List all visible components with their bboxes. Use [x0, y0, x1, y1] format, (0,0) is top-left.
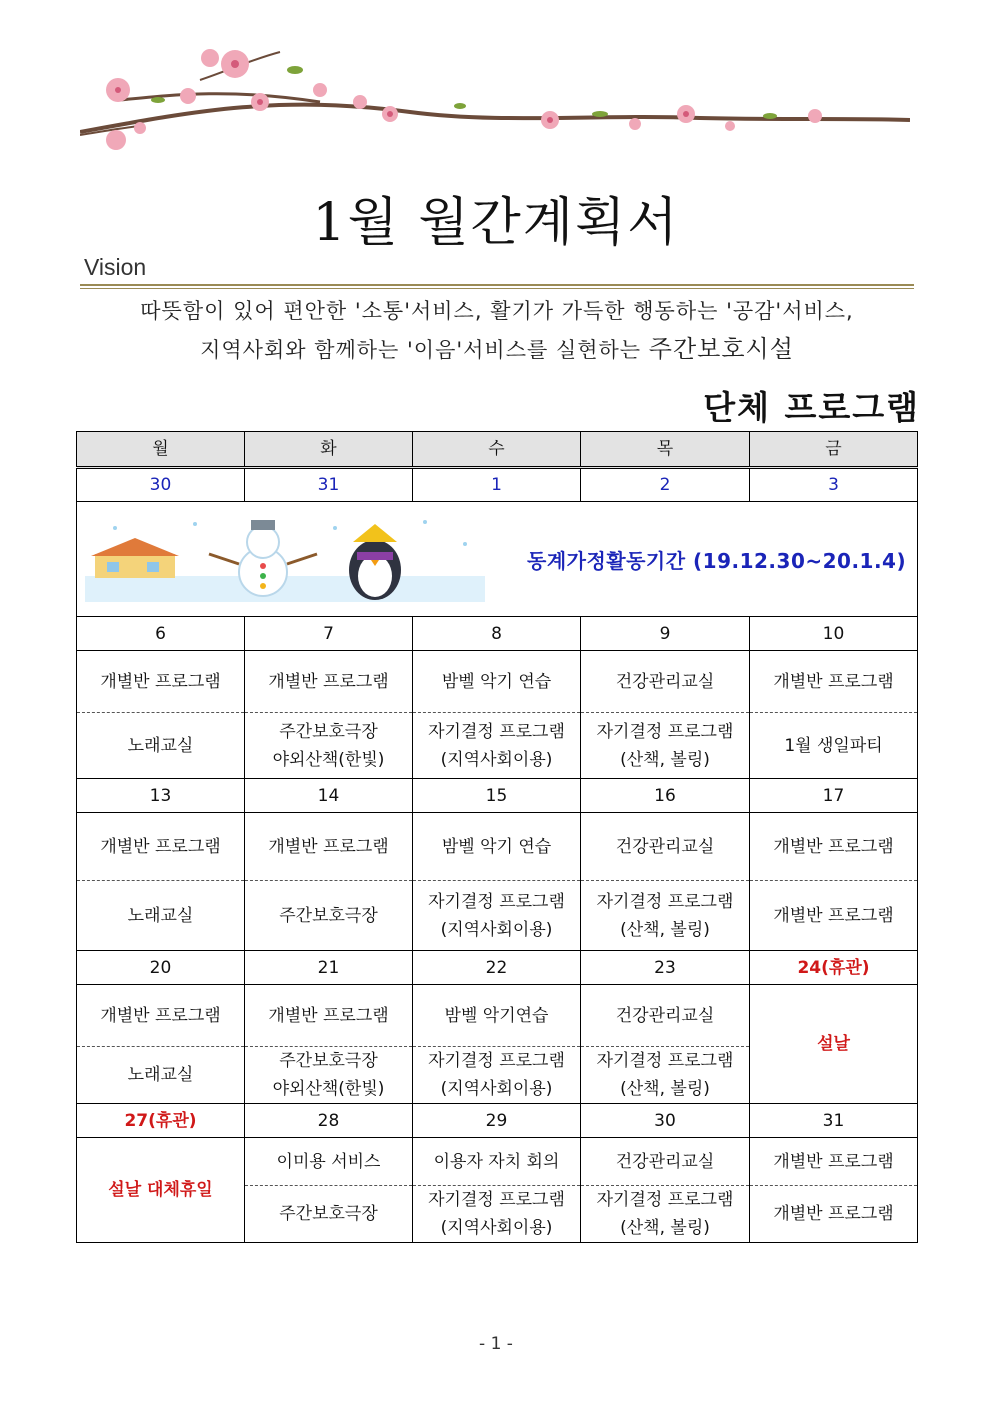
- date-cell: 10: [750, 617, 918, 651]
- date-cell: 20: [77, 951, 245, 985]
- winter-break-row: [77, 502, 918, 617]
- snowman-penguin-illustration: [85, 514, 485, 602]
- date-cell: 16: [581, 779, 750, 813]
- date-cell: 21: [245, 951, 413, 985]
- weekday-header: 월: [77, 432, 245, 468]
- date-cell: 28: [245, 1104, 413, 1138]
- program-row: [77, 985, 918, 1047]
- holiday-cell: 설날: [750, 985, 918, 1104]
- date-cell: 15: [413, 779, 581, 813]
- program-cell: 밤벨 악기 연습: [413, 813, 581, 881]
- page-title: 1월 월간계획서: [312, 193, 680, 253]
- program-cell: 밤벨 악기연습: [413, 985, 581, 1047]
- program-cell: 밤벨 악기 연습: [413, 651, 581, 713]
- weekday-header: 금: [750, 432, 918, 468]
- weekday-header: 화: [245, 432, 413, 468]
- program-cell: [77, 713, 245, 779]
- program-line: 자기결정 프로그램: [596, 1051, 734, 1071]
- weekday-header: 수: [413, 432, 581, 468]
- date-row: [77, 617, 918, 651]
- program-cell: [750, 713, 918, 779]
- program-cell: 개별반 프로그램: [77, 985, 245, 1047]
- program-line: 개별반 프로그램: [773, 1204, 894, 1224]
- program-line: 자기결정 프로그램: [428, 721, 565, 742]
- vision-statement: [80, 292, 914, 369]
- date-cell: 30: [77, 468, 245, 502]
- program-cell: [413, 881, 581, 951]
- date-cell: 1: [413, 468, 581, 502]
- program-cell: [245, 713, 413, 779]
- vision-line-1: 따뜻함이 있어 편안한 '소통'서비스, 활기가 가득한 행동하는 '공감'서비스,: [140, 299, 854, 323]
- program-line: 야외산책(한빛): [272, 1079, 385, 1099]
- program-line: 1월 생일파티: [784, 735, 883, 756]
- program-line: (지역사회이용): [440, 1218, 553, 1238]
- program-cell: [77, 1047, 245, 1104]
- vision-divider: [80, 284, 914, 289]
- program-line: 노래교실: [127, 1065, 194, 1085]
- date-row: [77, 951, 918, 985]
- page-number: - 1 -: [479, 1334, 513, 1354]
- holiday-cell: 설날 대체휴일: [77, 1138, 245, 1243]
- program-cell: [581, 881, 750, 951]
- monthly-program-table: [76, 431, 918, 1243]
- program-cell: 개별반 프로그램: [77, 651, 245, 713]
- program-line: 자기결정 프로그램: [428, 1051, 565, 1071]
- program-row: [77, 813, 918, 881]
- date-cell: 30: [581, 1104, 750, 1138]
- program-cell: 건강관리교실: [581, 1138, 750, 1186]
- vision-line-2: [80, 330, 914, 369]
- program-cell: 개별반 프로그램: [750, 813, 918, 881]
- program-line: 노래교실: [127, 735, 194, 756]
- program-line: (산책, 볼링): [620, 749, 710, 770]
- program-line: 주간보호극장: [279, 905, 378, 926]
- program-line: 자기결정 프로그램: [596, 891, 734, 912]
- program-line: 자기결정 프로그램: [428, 891, 565, 912]
- section-title: 단체 프로그램: [703, 388, 920, 427]
- date-cell: 22: [413, 951, 581, 985]
- program-cell: 이용자 자치 회의: [413, 1138, 581, 1186]
- program-cell: 개별반 프로그램: [77, 813, 245, 881]
- program-cell: 개별반 프로그램: [750, 651, 918, 713]
- date-row: [77, 468, 918, 502]
- weekday-header: 목: [581, 432, 750, 468]
- program-row: [77, 881, 918, 951]
- program-line: (지역사회이용): [440, 919, 553, 940]
- program-line: 주간보호극장: [279, 1204, 378, 1224]
- program-cell: [581, 1186, 750, 1243]
- date-row: [77, 779, 918, 813]
- program-cell: [581, 713, 750, 779]
- date-row: [77, 1104, 918, 1138]
- weekday-header-row: [77, 432, 918, 468]
- program-cell: [750, 1186, 918, 1243]
- program-cell: [245, 1047, 413, 1104]
- program-cell: [413, 1186, 581, 1243]
- date-cell: 13: [77, 779, 245, 813]
- date-cell: 8: [413, 617, 581, 651]
- date-cell: 29: [413, 1104, 581, 1138]
- vision-line-2-text: 지역사회와 함께하는 '이음'서비스를 실현하는: [200, 338, 649, 362]
- program-cell: 건강관리교실: [581, 651, 750, 713]
- program-line: 개별반 프로그램: [773, 905, 894, 926]
- program-cell: [77, 881, 245, 951]
- program-line: (지역사회이용): [440, 749, 553, 770]
- date-cell: 6: [77, 617, 245, 651]
- date-cell-holiday: 24(휴관): [750, 951, 918, 985]
- date-cell: 31: [245, 468, 413, 502]
- program-line: (산책, 볼링): [620, 919, 710, 940]
- date-cell-holiday: 27(휴관): [77, 1104, 245, 1138]
- vision-label: Vision: [84, 254, 147, 280]
- date-cell: 7: [245, 617, 413, 651]
- program-cell: 개별반 프로그램: [245, 985, 413, 1047]
- program-cell: [413, 713, 581, 779]
- program-row: [77, 651, 918, 713]
- date-cell: 2: [581, 468, 750, 502]
- program-cell: 건강관리교실: [581, 813, 750, 881]
- program-line: (산책, 볼링): [620, 1079, 710, 1099]
- program-line: 자기결정 프로그램: [428, 1190, 565, 1210]
- program-line: 자기결정 프로그램: [596, 721, 734, 742]
- program-line: 야외산책(한빛): [272, 749, 385, 770]
- winter-break-banner: [77, 502, 918, 617]
- program-cell: 개별반 프로그램: [750, 1138, 918, 1186]
- date-cell: 31: [750, 1104, 918, 1138]
- program-line: 주간보호극장: [279, 721, 378, 742]
- winter-break-text: 동계가정활동기간 (19.12.30~20.1.4): [527, 549, 907, 573]
- program-line: (지역사회이용): [440, 1079, 553, 1099]
- program-line: 노래교실: [127, 905, 194, 926]
- date-cell: 23: [581, 951, 750, 985]
- program-line: 자기결정 프로그램: [596, 1190, 734, 1210]
- program-cell: [245, 1186, 413, 1243]
- date-cell: 17: [750, 779, 918, 813]
- date-cell: 9: [581, 617, 750, 651]
- program-cell: [581, 1047, 750, 1104]
- date-cell: 3: [750, 468, 918, 502]
- program-cell: 건강관리교실: [581, 985, 750, 1047]
- program-line: (산책, 볼링): [620, 1218, 710, 1238]
- program-cell: 개별반 프로그램: [245, 651, 413, 713]
- program-row: [77, 1138, 918, 1186]
- program-cell: [413, 1047, 581, 1104]
- program-cell: 이미용 서비스: [245, 1138, 413, 1186]
- program-cell: 개별반 프로그램: [245, 813, 413, 881]
- program-cell: [750, 881, 918, 951]
- program-line: 주간보호극장: [279, 1051, 378, 1071]
- vision-line-2-emphasis: 주간보호시설: [648, 335, 794, 363]
- date-cell: 14: [245, 779, 413, 813]
- program-cell: [245, 881, 413, 951]
- program-row: [77, 713, 918, 779]
- cherry-blossom-branch-illustration: [80, 40, 910, 160]
